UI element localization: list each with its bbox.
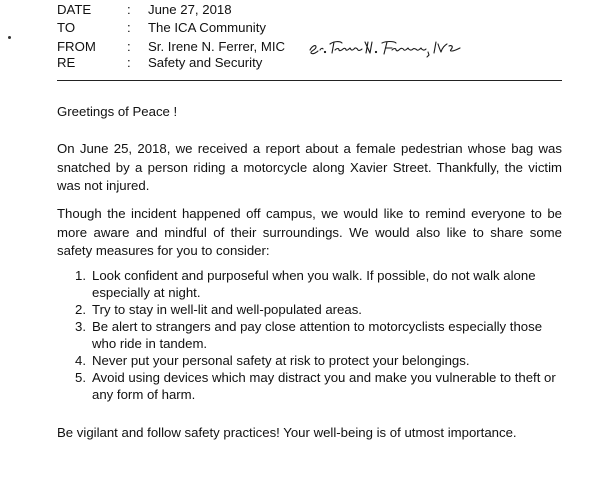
safety-measures-list: [57, 268, 562, 404]
list-text: Avoid using devices which may distract you and make you vulnerable to theft or any form of harm.: [92, 369, 556, 402]
closing-line: Be vigilant and follow safety practices! Your well-being is of utmost importance.: [57, 425, 517, 440]
list-number: 4.: [75, 352, 86, 368]
re-label: RE: [57, 55, 76, 70]
colon: :: [127, 39, 131, 54]
colon: :: [127, 55, 131, 70]
header-divider: [57, 80, 562, 81]
colon: :: [127, 2, 131, 17]
list-number: 1.: [75, 268, 86, 283]
list-text: Try to stay in well-lit and well-populated areas.: [92, 301, 362, 317]
from-value: Sr. Irene N. Ferrer, MIC: [148, 39, 286, 54]
list-item: [57, 268, 562, 302]
from-label: FROM: [57, 39, 96, 54]
list-number: 5.: [75, 369, 86, 385]
list-text: Look confident and purposeful when you walk. If possible, do not walk alone especially at night.: [92, 268, 536, 300]
reminder-paragraph: Though the incident happened off campus, we would like to remind everyone to be more aware and mindful of their surroundings. We would also like to share some safety measures for you to consider:: [57, 206, 562, 258]
list-item: [57, 370, 562, 404]
greeting: Greetings of Peace !: [57, 104, 178, 119]
date-value: June 27, 2018: [148, 2, 232, 17]
scan-speck: [8, 36, 11, 39]
handwritten-signature: [308, 36, 466, 58]
list-text: Be alert to strangers and pay close attention to motorcyclists especially those who ride in tandem.: [92, 318, 543, 351]
date-label: DATE: [57, 2, 92, 17]
list-item: [57, 319, 562, 353]
re-value: Safety and Security: [148, 55, 263, 70]
to-label: TO: [57, 20, 76, 35]
list-item: [57, 353, 562, 370]
list-text: Never put your personal safety at risk to protect your belongings.: [92, 352, 470, 368]
list-item: [57, 302, 562, 319]
list-number: 3.: [75, 318, 86, 334]
list-number: 2.: [75, 301, 86, 317]
incident-paragraph: On June 25, 2018, we received a report about a female pedestrian whose bag was snatched by a person riding a motorcycle along Xavier Street. Thankfully, the victim was not injured.: [57, 141, 562, 193]
to-value: The ICA Community: [148, 20, 266, 35]
colon: :: [127, 20, 131, 35]
